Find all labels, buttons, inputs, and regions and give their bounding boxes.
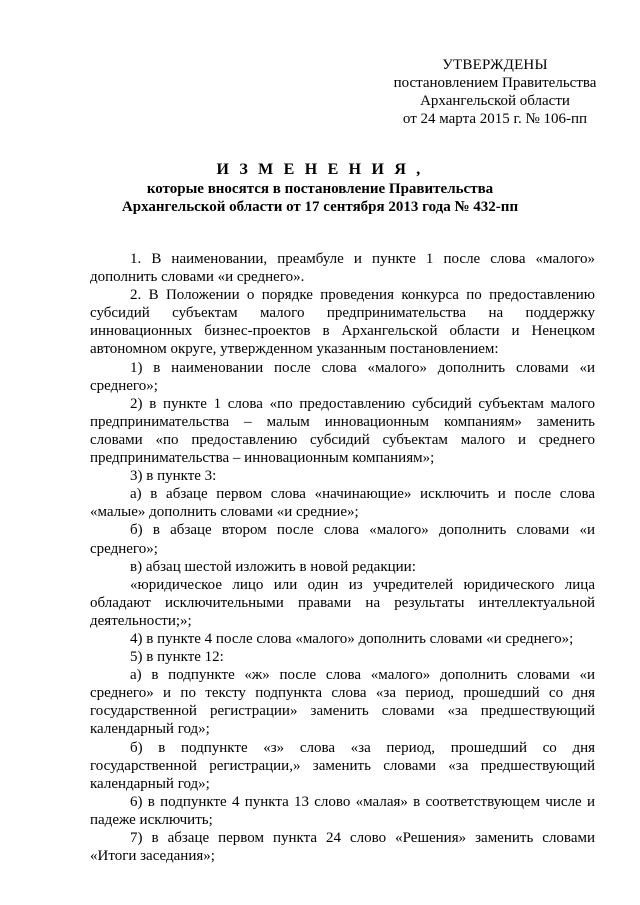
paragraph: 6) в подпункте 4 пункта 13 слово «малая» в соответствующем числе и падеже исключить;	[90, 793, 595, 828]
approval-stamp	[370, 56, 620, 128]
paragraph: 2. В Положении о порядке проведения конкурса по предоставлению субсидий субъектам малого предпринимательства на поддержку инновационных бизнес-проектов в Архангельской области и Ненецком автономном округе, утвержденном указанным постановлением:	[90, 287, 595, 358]
document-body	[90, 250, 595, 865]
approval-line-2: Архангельской области	[420, 93, 570, 109]
approval-line-3: от 24 марта 2015 г. № 106-пп	[402, 111, 588, 127]
paragraph: 1. В наименовании, преамбуле и пункте 1 после слова «малого» дополнить словами «и среднего».	[90, 251, 595, 286]
paragraph: а) в подпункте «ж» после слова «малого» дополнить словами «и среднего» и по тексту подпункта слова «за период, прошедший со дня государственной регистрации» заменить словами «за предшествующий календарный год»;	[90, 667, 595, 738]
paragraph: 5) в пункте 12:	[130, 649, 224, 666]
approval-heading: УТВЕРЖДЕНЫ	[442, 57, 548, 73]
document-title	[0, 160, 640, 216]
paragraph: 3) в пункте 3:	[130, 468, 217, 485]
title-subtitle-2: Архангельской области от 17 сентября 2013 года № 432-пп	[121, 199, 519, 215]
paragraph: 2) в пункте 1 слова «по предоставлению субсидий субъектам малого предпринимательства – малым инновационным компаниям» заменить словами «по предоставлению субсидий субъектам малого и среднего предпринимательства – инновационным компаниям»;	[90, 395, 595, 467]
title-main: И З М Е Н Е Н И Я ,	[216, 161, 424, 178]
paragraph: б) в абзаце втором после слова «малого» дополнить словами «и среднего»;	[90, 522, 595, 557]
approval-line-1: постановлением Правительства	[393, 75, 597, 91]
paragraph: б) в подпункте «з» слова «за период, прошедший со дня государственной регистрации,» заменить словами «за предшествующий календарный год»;	[90, 739, 595, 792]
paragraph: 4) в пункте 4 после слова «малого» дополнить словами «и среднего»;	[130, 630, 574, 647]
paragraph: 1) в наименовании после слова «малого» дополнить словами «и среднего»;	[90, 359, 595, 394]
title-subtitle-1: которые вносятся в постановление Правительства	[146, 181, 494, 197]
paragraph: а) в абзаце первом слова «начинающие» исключить и после слова «малые» дополнить словами «и средние»;	[90, 486, 595, 521]
paragraph: «юридическое лицо или один из учредителей юридического лица обладают исключительными правами на результаты интеллектуальной деятельности;»;	[90, 576, 595, 629]
paragraph: 7) в абзаце первом пункта 24 слово «Решения» заменить словами «Итоги заседания»;	[90, 830, 595, 865]
paragraph: в) абзац шестой изложить в новой редакции:	[130, 558, 416, 575]
